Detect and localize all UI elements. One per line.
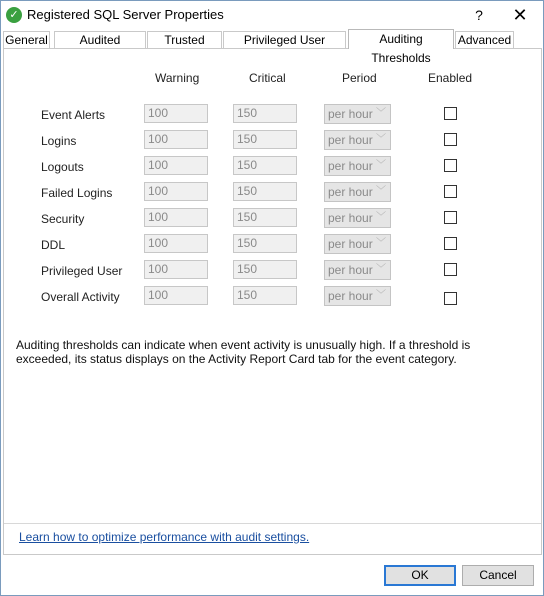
period-select-privileged-user[interactable] xyxy=(324,260,391,280)
enabled-checkbox-security[interactable] xyxy=(444,211,457,224)
warning-input-event-alerts[interactable]: 100 xyxy=(144,104,208,123)
chevron-down-icon: ﹀ xyxy=(376,186,386,197)
period-select-failed-logins[interactable] xyxy=(324,182,391,202)
critical-input-privileged-user[interactable]: 150 xyxy=(233,260,297,279)
column-header-period: Period xyxy=(342,71,377,85)
close-button[interactable]: ✕ xyxy=(512,5,528,25)
critical-input-security[interactable]: 150 xyxy=(233,208,297,227)
enabled-checkbox-event-alerts[interactable] xyxy=(444,107,457,120)
period-select-logouts[interactable] xyxy=(324,156,391,176)
enabled-checkbox-overall-activity[interactable] xyxy=(444,292,457,305)
chevron-down-icon: ﹀ xyxy=(376,238,386,249)
enabled-checkbox-ddl[interactable] xyxy=(444,237,457,250)
tab-privileged-user-auditing[interactable]: Privileged User xyxy=(223,31,346,48)
warning-input-privileged-user[interactable]: 100 xyxy=(144,260,208,279)
row-label-overall-activity: Overall Activity xyxy=(41,290,120,304)
enabled-checkbox-failed-logins[interactable] xyxy=(444,185,457,198)
enabled-checkbox-privileged-user[interactable] xyxy=(444,263,457,276)
auditing-thresholds-panel xyxy=(3,48,542,555)
help-button[interactable]: ? xyxy=(475,7,483,23)
period-value: per hour xyxy=(328,185,373,199)
chevron-down-icon: ﹀ xyxy=(376,290,386,301)
chevron-down-icon: ﹀ xyxy=(376,264,386,275)
critical-input-overall-activity[interactable]: 150 xyxy=(233,286,297,305)
period-value: per hour xyxy=(328,211,373,225)
period-value: per hour xyxy=(328,133,373,147)
period-value: per hour xyxy=(328,107,373,121)
critical-input-event-alerts[interactable]: 150 xyxy=(233,104,297,123)
period-select-security[interactable] xyxy=(324,208,391,228)
enabled-checkbox-logins[interactable] xyxy=(444,133,457,146)
thresholds-description: Auditing thresholds can indicate when event activity is unusually high. If a threshold is exceeded, its status displays on the Activity Report Card tab for the event category. xyxy=(16,338,471,366)
critical-input-failed-logins[interactable]: 150 xyxy=(233,182,297,201)
check-circle-icon: ✓ xyxy=(6,7,22,23)
row-label-ddl: DDL xyxy=(41,238,66,252)
column-header-critical: Critical xyxy=(249,71,286,85)
enabled-checkbox-logouts[interactable] xyxy=(444,159,457,172)
title-bar xyxy=(1,1,543,29)
period-select-overall-activity[interactable] xyxy=(324,286,391,306)
chevron-down-icon: ﹀ xyxy=(376,108,386,119)
row-label-logins: Logins xyxy=(41,134,77,148)
column-header-enabled: Enabled xyxy=(428,71,473,85)
divider xyxy=(4,523,541,524)
period-value: per hour xyxy=(328,159,373,173)
critical-input-ddl[interactable]: 150 xyxy=(233,234,297,253)
row-label-logouts: Logouts xyxy=(41,160,84,174)
period-value: per hour xyxy=(328,237,373,251)
column-header-warning: Warning xyxy=(155,71,200,85)
period-select-ddl[interactable] xyxy=(324,234,391,254)
row-label-failed-logins: Failed Logins xyxy=(41,186,113,200)
warning-input-overall-activity[interactable]: 100 xyxy=(144,286,208,305)
cancel-button[interactable]: Cancel xyxy=(462,565,534,586)
tab-trusted-users[interactable]: Trusted xyxy=(147,31,222,48)
chevron-down-icon: ﹀ xyxy=(376,212,386,223)
critical-input-logins[interactable]: 150 xyxy=(233,130,297,149)
row-label-security: Security xyxy=(41,212,85,226)
tab-strip xyxy=(3,29,541,65)
tab-general[interactable]: General xyxy=(3,31,50,48)
warning-input-ddl[interactable]: 100 xyxy=(144,234,208,253)
period-select-logins[interactable] xyxy=(324,130,391,150)
warning-input-logouts[interactable]: 100 xyxy=(144,156,208,175)
row-label-privileged-user: Privileged User xyxy=(41,264,123,278)
ok-button[interactable]: OK xyxy=(384,565,456,586)
chevron-down-icon: ﹀ xyxy=(376,160,386,171)
period-select-event-alerts[interactable] xyxy=(324,104,391,124)
chevron-down-icon: ﹀ xyxy=(376,134,386,145)
dialog-title: Registered SQL Server Properties xyxy=(27,7,224,22)
warning-input-logins[interactable]: 100 xyxy=(144,130,208,149)
tab-audited-activities[interactable]: Audited xyxy=(54,31,146,48)
tab-auditing-thresholds[interactable]: Auditing Thresholds xyxy=(348,29,454,49)
row-label-event-alerts: Event Alerts xyxy=(41,108,106,122)
warning-input-failed-logins[interactable]: 100 xyxy=(144,182,208,201)
help-link[interactable]: Learn how to optimize performance with audit settings. xyxy=(19,530,310,544)
critical-input-logouts[interactable]: 150 xyxy=(233,156,297,175)
period-value: per hour xyxy=(328,263,373,277)
warning-input-security[interactable]: 100 xyxy=(144,208,208,227)
tab-advanced[interactable]: Advanced xyxy=(455,31,514,48)
period-value: per hour xyxy=(328,289,373,303)
